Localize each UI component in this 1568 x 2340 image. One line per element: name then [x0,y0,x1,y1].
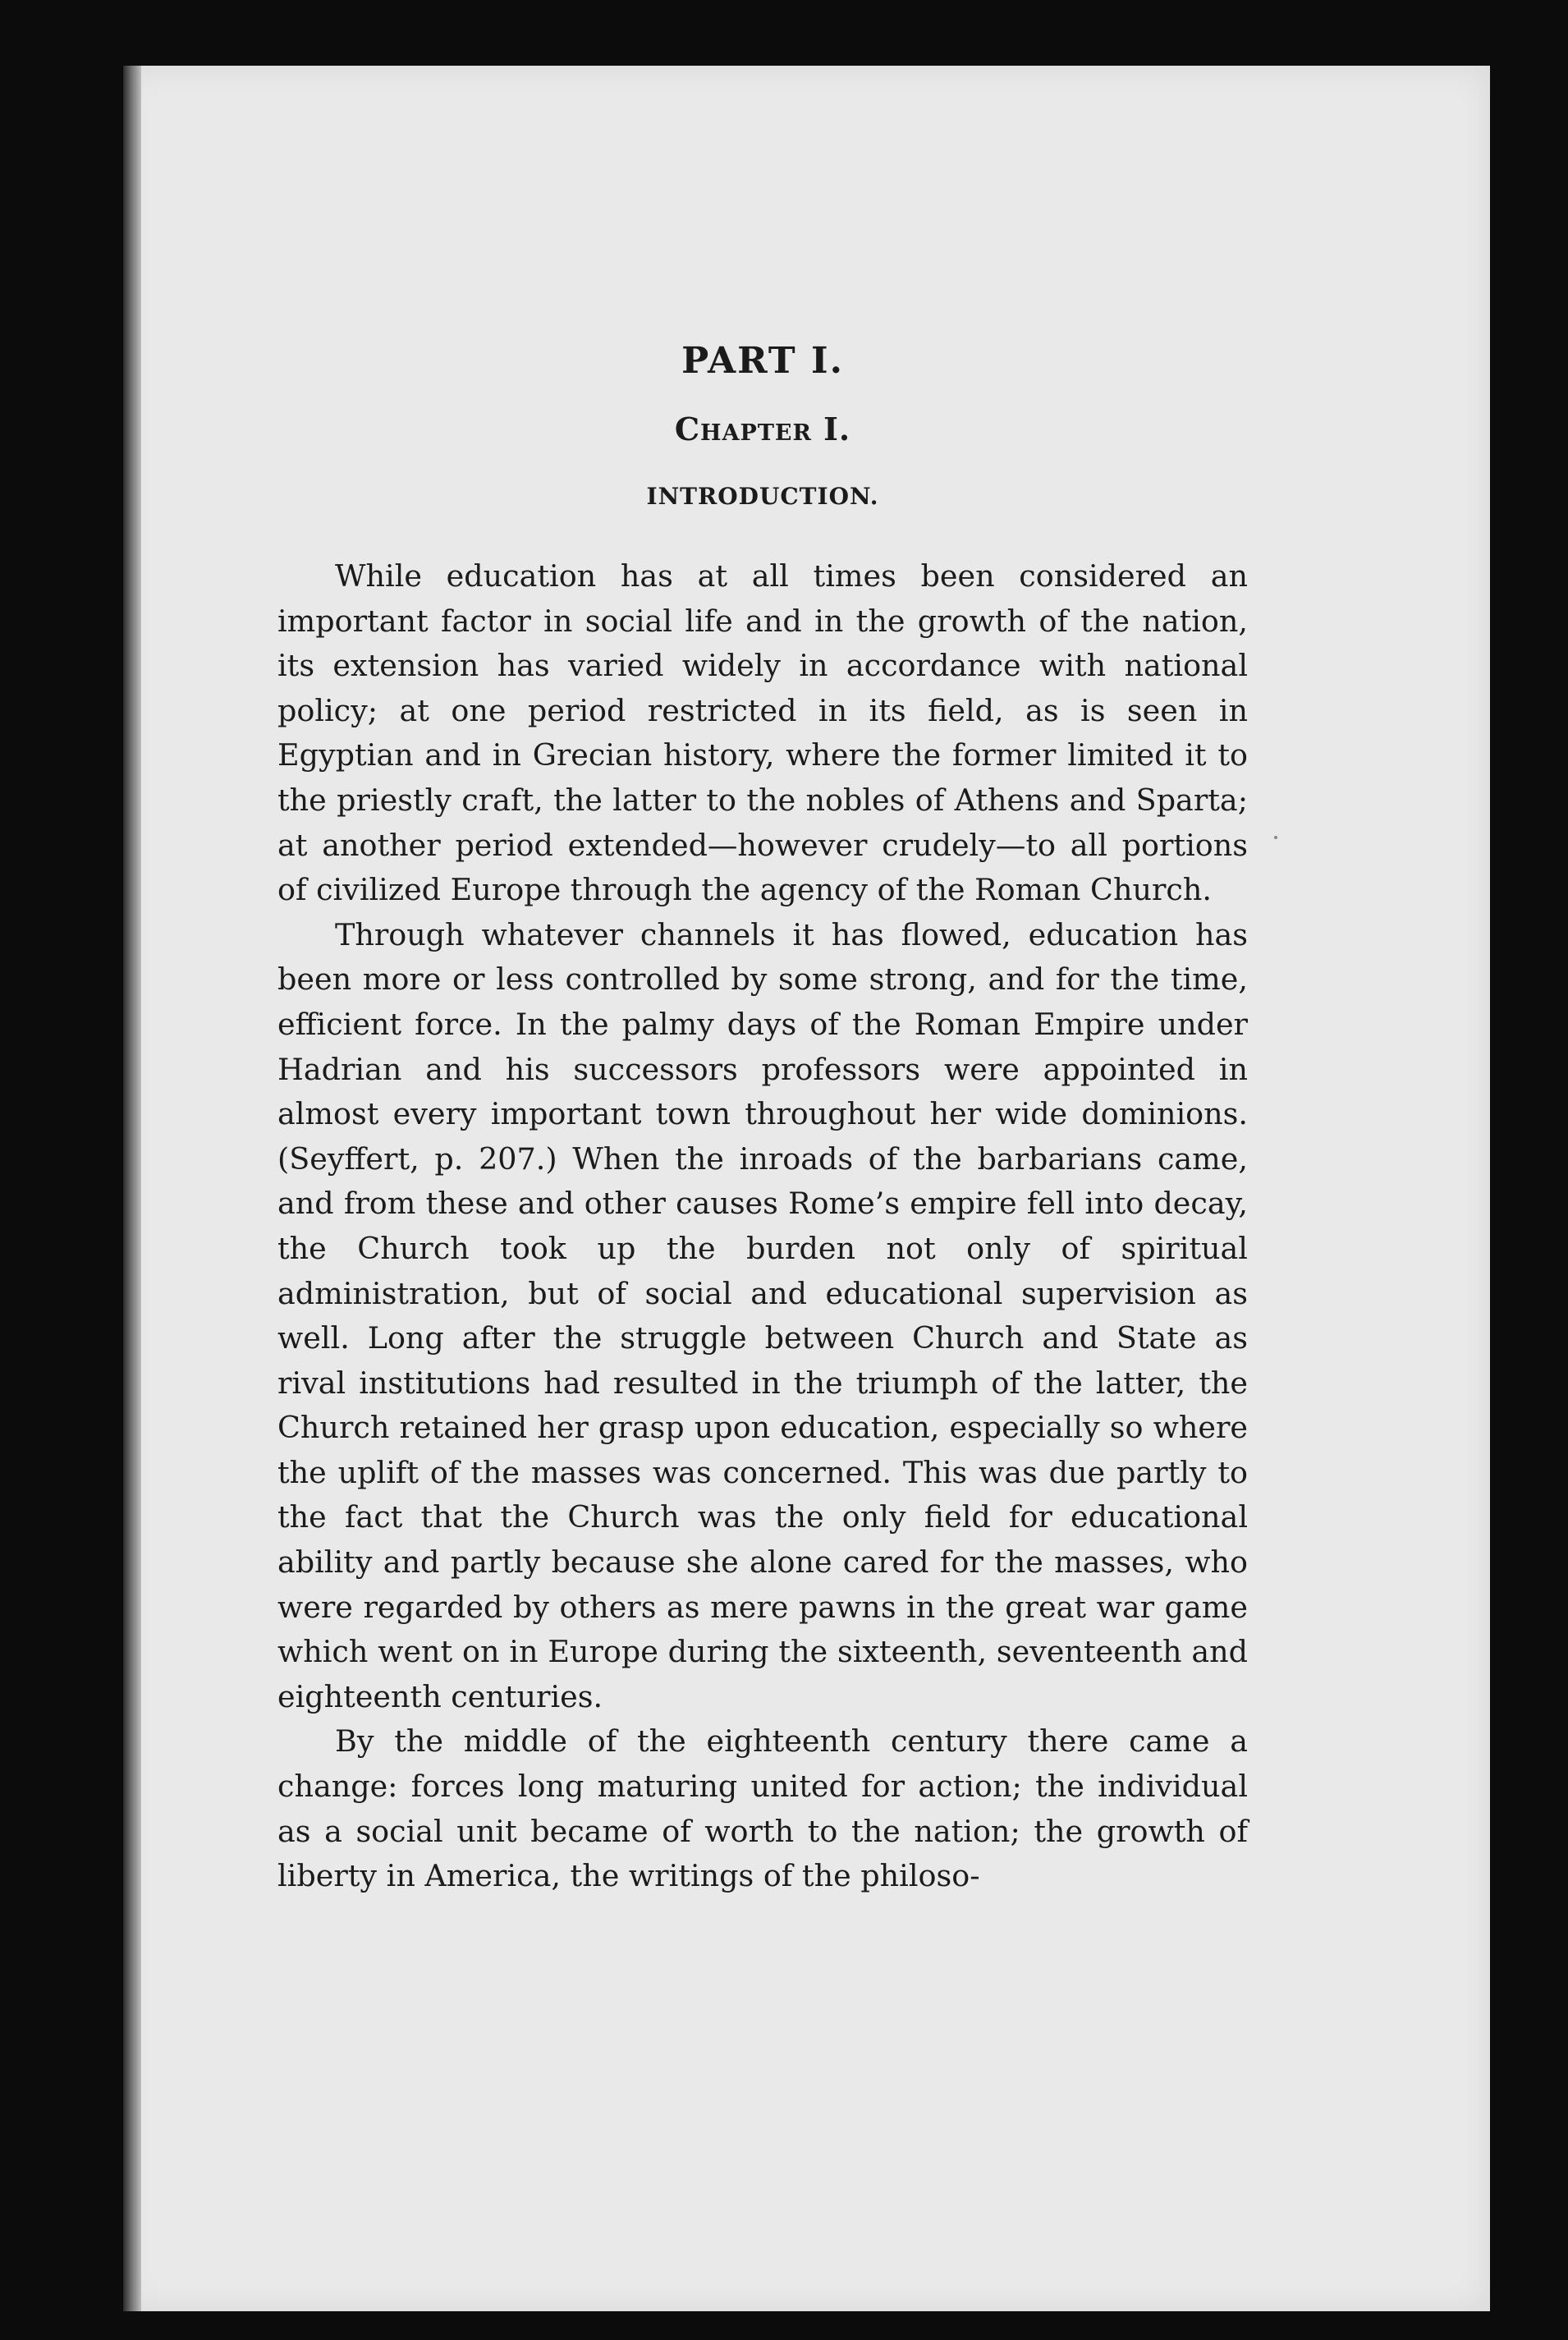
body-text [277,554,1248,1899]
paragraph-2: Through whatever channels it has flowed, education has been more or less controlled by some strong, and for the time, efficient force. In the palmy days of the Roman Empire under Hadrian and his successors professors were appointed in almost every important town throughout her wide dominions. (Seyffert, p. 207.) When the inroads of the barbarians came, and from these and other causes Rome’s empire fell into decay, the Church took up the burden not only of spiritual administration, but of social and educational supervision as well. Long after the struggle between Church and State as rival institutions had resulted in the triumph of the latter, the Church retained her grasp upon education, especially so where the uplift of the masses was concerned. This was due partly to the fact that the Church was the only field for educational ability and partly because she alone cared for the masses, who were regarded by others as mere pawns in the great war game which went on in Europe during the sixteenth, seventeenth and eighteenth centuries. [277,916,1248,1714]
section-heading: INTRODUCTION. [646,483,879,510]
paragraph-3: By the middle of the eighteenth century there came a change: forces long maturing united for action; the individual as a social unit became of worth to the nation; the growth of liberty in America, the writings of the philoso- [277,1723,1248,1894]
paragraph-1: While education has at all times been considered an important factor in social life and in the growth of the nation, its extension has varied widely in accordance with national policy; at one period restricted in its field, as is seen in Egyptian and in Grecian history, where the former limited it to the priestly craft, the latter to the nobles of Athens and Sparta; at another period extended—however crudely—to all portions of civilized Europe through the agency of the Roman Church. [277,558,1248,908]
scan-speck [1274,836,1277,839]
page-text-block [277,333,1248,1899]
page-binding-edge [123,66,141,2311]
part-heading: PART I. [681,340,844,382]
chapter-heading: Chapter I. [674,411,851,447]
